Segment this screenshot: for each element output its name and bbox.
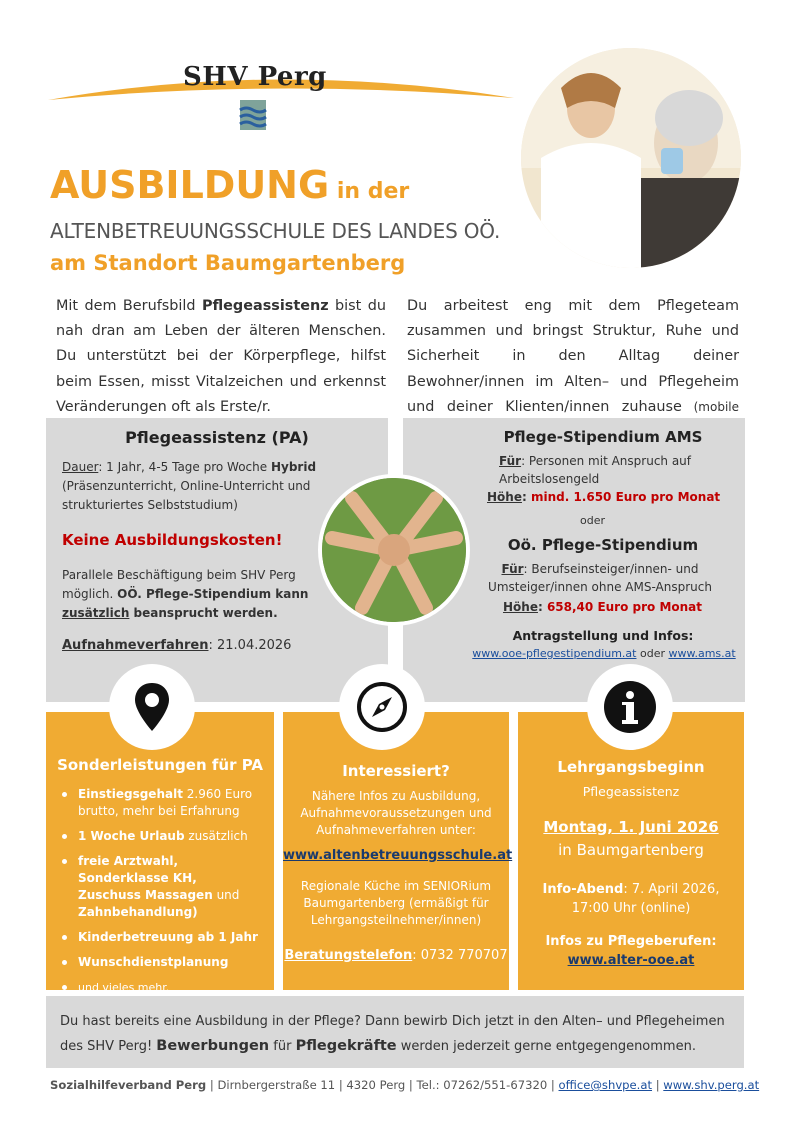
parallel-bold: OÖ. Pflege-Stipendium kann (117, 587, 309, 601)
info-evening-text: : 7. April 2026, 17:00 Uhr (online) (571, 882, 720, 916)
footer (50, 1078, 759, 1092)
ooe-stipend-link[interactable]: www.ooe-pflegestipendium.at (472, 647, 637, 660)
ams-for (499, 452, 719, 488)
duration-bold: Hybrid (270, 460, 317, 474)
ams-amount-value: mind. 1.650 Euro pro Monat (530, 490, 721, 504)
ooe-for-label: Für (501, 562, 524, 576)
intro-right-small: (mobile (693, 399, 739, 414)
info-icon (587, 664, 673, 750)
duration-label: Dauer (62, 460, 99, 474)
admission (62, 638, 291, 653)
interest-title: Interessiert? (342, 762, 450, 780)
ooe-for-text: : Berufseinsteiger/innen- und Umsteiger/innen ohne AMS-Anspruch (488, 562, 712, 594)
footer-org: Sozialhilfeverband Perg (50, 1078, 207, 1092)
ooe-amount-value: 658,40 Euro pro Monat (546, 600, 703, 614)
benefit-item: und vieles mehr. (62, 979, 262, 996)
phone-number[interactable]: : 0732 770707 (412, 948, 508, 963)
title-small: in der (329, 179, 410, 204)
interest-text: Nähere Infos zu Ausbildung, Aufnahmevoraussetzungen und Aufnahmeverfahren unter: (300, 789, 492, 837)
careers-link[interactable]: www.alter-ooe.at (567, 953, 695, 968)
ams-for-text: : Personen mit Anspruch auf Arbeitslosengeld (499, 454, 692, 486)
intro-left-post: bist du nah dran am Leben der älteren Menschen. Du unterstützt bei der Körperpflege, hilfst beim Essen, misst Vitalzeichen und erkennst Veränderungen oft als Erste/r. (56, 298, 386, 415)
careers-label: Infos zu Pflegeberufen: (545, 934, 717, 949)
start-place: in Baumgartenberg (558, 841, 704, 859)
intro-left-pre: Mit dem Berufsbild (56, 298, 202, 314)
apply-title: Antragstellung und Infos: (512, 628, 694, 643)
benefit-item: Kinderbetreuung ab 1 Jahr (62, 929, 262, 946)
info-evening (542, 880, 720, 918)
ams-amount-label: Höhe (487, 490, 522, 504)
compass-icon (339, 664, 425, 750)
apply-bold-2: Pflegekräfte (295, 1038, 397, 1054)
apply-links (459, 647, 749, 660)
parallel-end: beansprucht werden. (129, 606, 278, 620)
benefits-list (62, 786, 262, 996)
footer-address: | Dirnbergerstraße 11 | 4320 Perg | Tel.: 07262/551-67320 | (206, 1078, 559, 1092)
title-big: AUSBILDUNG (50, 163, 330, 207)
caregiver-photo (521, 48, 741, 268)
parallel-1: Parallele Beschäftigung beim SHV Perg möglich. (62, 568, 296, 601)
ooe-amount: Höhe: 658,40 Euro pro Monat (503, 600, 703, 614)
benefit-item: 1 Woche Urlaub zusätzlich (62, 828, 262, 845)
pa-duration (62, 458, 352, 515)
footer-sep: | (652, 1078, 664, 1092)
parallel-text (62, 566, 332, 623)
footer-email-link[interactable]: office@shvpe.at (558, 1078, 653, 1092)
benefits-title: Sonderleistungen für PA (57, 756, 263, 774)
or-text: oder (580, 514, 606, 527)
apply-text-2: für (269, 1039, 296, 1054)
benefits-box (46, 712, 274, 994)
start-subtitle: Pflegeassistenz (582, 784, 680, 799)
location-pin-icon (109, 664, 195, 750)
page-subtitle: ALTENBETREUUNGSSCHULE DES LANDES OÖ. (50, 219, 501, 243)
link-or: oder (636, 647, 669, 660)
logo-text: SHV Perg (183, 62, 327, 92)
phone (283, 948, 509, 963)
hands-circle-photo (318, 474, 470, 626)
ooe-title: Oö. Pflege-Stipendium (507, 536, 699, 554)
start-box (518, 712, 744, 990)
school-link[interactable]: www.altenbetreuungsschule.at (283, 848, 513, 863)
phone-label: Beratungstelefon (284, 948, 413, 963)
intro-right-main: Du arbeitest eng mit dem Pflegeteam zusammen und bringst Struktur, Ruhe und Sicherheit in den Alltag deiner Bewohner/innen im Alten– und Pflegeheim und deiner Klienten/innen zuhause (407, 298, 739, 415)
info-evening-label: Info-Abend (542, 882, 624, 897)
ams-for-label: Für (499, 454, 522, 468)
intro-left-text (56, 294, 386, 420)
apply-bold-1: Bewerbungen (156, 1038, 270, 1054)
apply-panel (46, 996, 744, 1068)
start-date: Montag, 1. Juni 2026 (543, 818, 719, 836)
kitchen-text: Regionale Küche im SENIORium Baumgartenberg (ermäßigt für Lehrgangsteilnehmer/innen) (300, 879, 492, 927)
benefit-item: freie Arztwahl, Sonderklasse KH, Zuschuss Massagen und Zahnbehandlung) (62, 853, 262, 921)
intro-left-bold: Pflegeassistenz (201, 298, 329, 314)
apply-text (60, 1010, 732, 1059)
ooe-for (475, 560, 725, 596)
benefit-item: Einstiegsgehalt 2.960 Euro brutto, mehr bei Erfahrung (62, 786, 262, 820)
benefit-item: Wunschdienstplanung (62, 954, 262, 971)
footer-website-link[interactable]: www.shv.perg.at (663, 1078, 760, 1092)
ams-amount: Höhe: mind. 1.650 Euro pro Monat (487, 490, 721, 504)
duration-detail: (Präsenzunterricht, Online-Unterricht und strukturiertes Selbststudium) (62, 479, 311, 512)
parallel-underline: zusätzlich (62, 606, 130, 620)
admission-date: : 21.04.2026 (208, 638, 292, 653)
interest-box (283, 712, 513, 990)
pa-title: Pflegeassistenz (PA) (125, 428, 309, 447)
start-title: Lehrgangsbeginn (557, 758, 705, 776)
apply-text-3: werden jederzeit gerne entgegengenommen. (396, 1039, 696, 1054)
ams-title: Pflege-Stipendium AMS (503, 428, 703, 446)
no-cost-text: Keine Ausbildungskosten! (62, 531, 283, 549)
duration-text: : 1 Jahr, 4-5 Tage pro Woche (98, 460, 271, 474)
apply-text-1: Du hast bereits eine Ausbildung in der Pflege? Dann bewirb Dich jetzt in den Alten– und Pflegeheimen des SHV Perg! (60, 1014, 725, 1054)
ooe-amount-label: Höhe (503, 600, 538, 614)
page-title (50, 163, 409, 214)
location-title: am Standort Baumgartenberg (50, 251, 406, 275)
admission-label: Aufnahmeverfahren (62, 638, 209, 653)
logo-mark-icon (238, 100, 268, 130)
ams-link[interactable]: www.ams.at (668, 647, 736, 660)
